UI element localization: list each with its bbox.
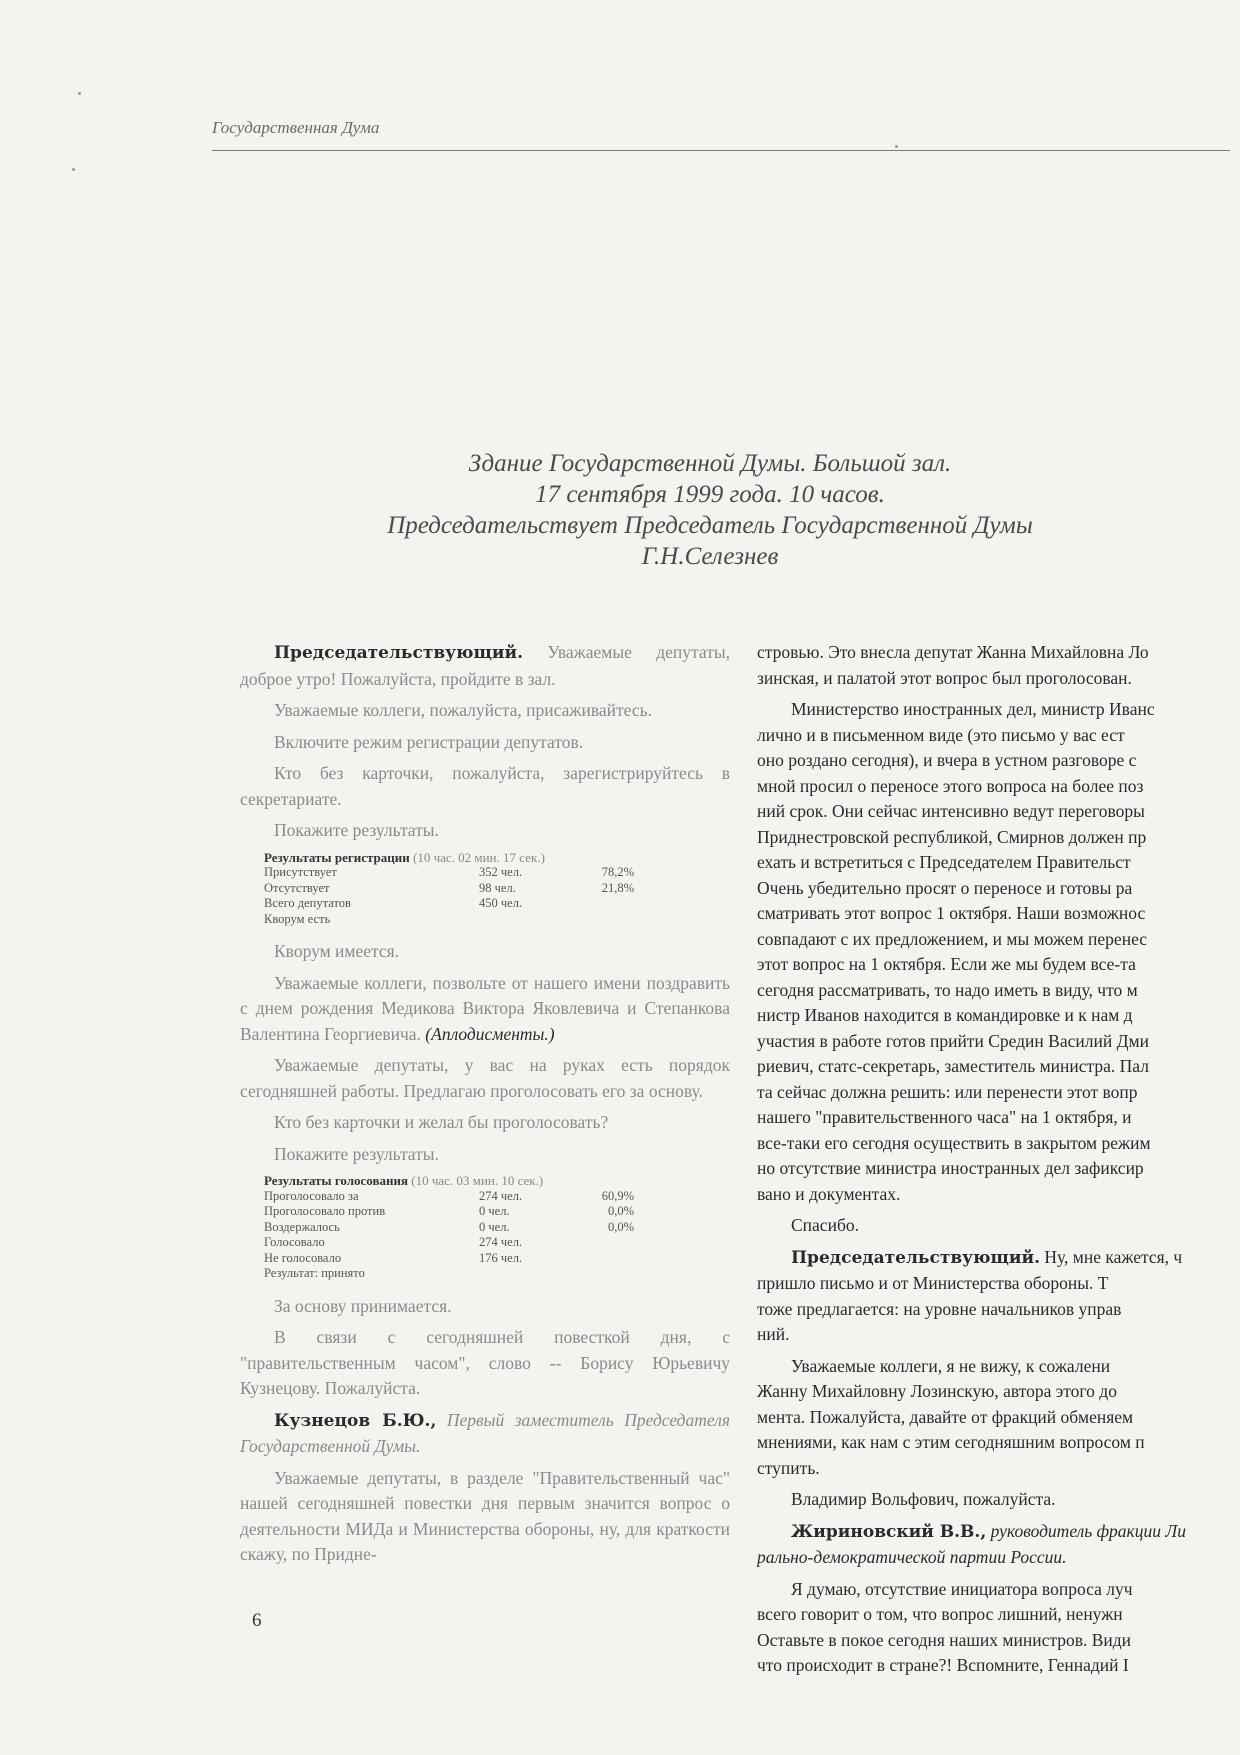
voting-time: (10 час. 03 мин. 10 сек.) xyxy=(411,1173,544,1188)
text-line: ехать и встретиться с Председателем Правительст xyxy=(757,852,1131,872)
paragraph: Кто без карточки и желал бы проголосовать? xyxy=(274,1112,609,1132)
paragraph: За основу принимается. xyxy=(274,1295,452,1316)
text-line: мента. Пожалуйста, давайте от фракций обменяем xyxy=(757,1406,1134,1427)
speech-text: Уважаемые депутаты, доброе утро! Пожалуйста, пройдите в зал. xyxy=(240,642,731,689)
text-line: Уважаемые коллеги, я не вижу, к сожалени xyxy=(791,1355,1111,1376)
paragraph: Владимир Вольфович, пожалуйста. xyxy=(791,1489,1056,1509)
text-line: мной просил о переносе этого вопроса на более поз xyxy=(757,775,1144,796)
paragraph xyxy=(240,971,730,1048)
paragraph xyxy=(757,1577,1237,1679)
text-line: всего говорит о том, что вопрос лишний, ненужн xyxy=(757,1604,1123,1624)
voting-title: Результаты голосования (10 час. 03 мин. 10 сек.) xyxy=(264,1173,544,1188)
result-row: Не голосовало 176 чел. xyxy=(264,1250,523,1265)
text-line: пришло письмо и от Министерства обороны. Т xyxy=(757,1273,1109,1293)
text-line: лично и в письменном виде (это письмо у вас ест xyxy=(757,724,1125,745)
text-line: сматривать этот вопрос 1 октября. Наши возможнос xyxy=(757,903,1146,923)
text-line: вано и документах. xyxy=(757,1183,901,1204)
paragraph: Уважаемые коллеги, пожалуйста, присаживайтесь. xyxy=(274,700,652,720)
paragraph xyxy=(240,640,730,692)
text-line: Очень убедительно просят о переносе и готовы ра xyxy=(757,877,1133,898)
result-row: Проголосовало против 0 чел. 0,0% xyxy=(264,1204,634,1218)
speech-text: Уважаемые коллеги, позвольте от нашего имени поздравить с днем рождения Медикова Виктора Яковлевича и Степанкова Валентина Георгиевича. xyxy=(240,972,730,1044)
text-line: мнениями, как нам с этим сегодняшним вопросом п xyxy=(757,1432,1145,1452)
text-line: этот вопрос на 1 октября. Если же мы будем все-та xyxy=(757,954,1136,974)
text-line: что происходит в стране?! Вспомните, Геннадий I xyxy=(757,1655,1129,1675)
registration-results xyxy=(264,850,730,928)
speaker-name: Жириновский В.В., xyxy=(791,1521,987,1542)
running-header: Государственная Дума xyxy=(212,118,380,137)
speaker-name: Председательствующий. xyxy=(274,643,524,663)
result-row: Отсутствует 98 чел. 21,8% xyxy=(264,880,634,895)
text-line: Я думаю, отсутствие инициатора вопроса луч xyxy=(791,1578,1133,1599)
text-line: ний. xyxy=(757,1324,790,1344)
text-line: все-таки его сегодня осуществить в закрытом режим xyxy=(757,1132,1151,1153)
paragraph: Кто без карточки, пожалуйста, зарегистрируйтесь в секретариате. xyxy=(240,763,730,809)
paragraph: Кворум имеется. xyxy=(274,941,400,961)
registration-title: Результаты регистрации (10 час. 02 мин. 17 сек.) xyxy=(264,849,545,865)
paragraph xyxy=(757,1354,1237,1482)
session-line: Здание Государственной Думы. Большой зал. xyxy=(468,450,952,477)
speaker-role: рально-демократической партии России. xyxy=(757,1547,1067,1567)
text-line: участия в работе готов прийти Средин Василий Дми xyxy=(757,1030,1149,1051)
session-line: Председательствует Председатель Государственной Думы xyxy=(387,512,1033,539)
paragraph xyxy=(240,1408,730,1460)
paragraph xyxy=(757,1519,1237,1571)
text-line: сегодня рассматривать, то надо иметь в виду, что м xyxy=(757,979,1138,1000)
page-number: 6 xyxy=(252,1610,262,1631)
text-line: риевич, статс-секретарь, заместитель министра. Пал xyxy=(757,1056,1149,1076)
session-line: Г.Н.Селезнев xyxy=(641,543,779,570)
result-row: Голосовало 274 чел. xyxy=(264,1235,523,1249)
text-line: оно роздано сегодня), и вчера в устном разговоре с xyxy=(757,750,1137,770)
speaker-role: Первый заместитель Председателя Государственной Думы. xyxy=(240,1409,730,1456)
paragraph xyxy=(757,640,1237,691)
text-line: нистр Иванов находится в командировке и к нам д xyxy=(757,1005,1133,1025)
paragraph: Спасибо. xyxy=(791,1215,859,1235)
text-line: Оставьте в покое сегодня наших министров. Види xyxy=(757,1629,1132,1650)
scan-speck xyxy=(72,168,75,171)
left-column xyxy=(240,640,730,1574)
paragraph: Уважаемые депутаты, у вас на руках есть порядок сегодняшней работы. Предлагаю проголосовать его за основу. xyxy=(240,1055,730,1101)
text-line: ний срок. Они сейчас интенсивно ведут переговоры xyxy=(757,801,1145,821)
text-line: нашего "правительственного часа" на 1 октября, и xyxy=(757,1107,1132,1127)
text-line: зинская, и палатой этот вопрос был проголосован. xyxy=(757,667,1132,688)
registration-time: (10 час. 02 мин. 17 сек.) xyxy=(413,849,545,865)
text-line: ступить. xyxy=(757,1457,820,1478)
paragraph xyxy=(757,697,1237,1207)
scan-speck xyxy=(78,92,81,95)
speaker-role: руководитель фракции Ли xyxy=(990,1520,1186,1541)
result-row: Всего депутатов 450 чел. xyxy=(264,896,523,910)
text-line: но отсутствие министра иностранных дел зафиксир xyxy=(757,1158,1144,1178)
text-line: та сейчас должна решить: или перенести этот вопр xyxy=(757,1081,1138,1102)
session-heading xyxy=(360,448,1060,572)
session-line: 17 сентября 1999 года. 10 часов. xyxy=(535,481,885,508)
text-line: Приднестровской республикой, Смирнов должен пр xyxy=(757,826,1147,847)
applause-note: (Аплодисменты.) xyxy=(425,1023,555,1044)
text-line: Министерство иностранных дел, министр Иванс xyxy=(791,699,1155,719)
paragraph: Включите режим регистрации депутатов. xyxy=(274,731,584,752)
right-column xyxy=(757,640,1237,1700)
text-line: стровью. Это внесла депутат Жанна Михайловна Ло xyxy=(757,642,1149,662)
result-row: Воздержалось 0 чел. 0,0% xyxy=(264,1219,634,1234)
voting-results xyxy=(264,1173,730,1282)
paragraph: В связи с сегодняшней повесткой дня, с "правительственным часом", слово -- Борису Юрьевичу Кузнецову. Пожалуйста. xyxy=(240,1327,730,1398)
speaker-name: Председательствующий. xyxy=(791,1247,1041,1268)
paragraph xyxy=(757,1245,1237,1348)
paragraph: Покажите результаты. xyxy=(274,820,439,840)
scan-speck xyxy=(895,145,898,148)
result-row: Проголосовало за 274 чел. 60,9% xyxy=(264,1188,634,1203)
result-row: Результат: принято xyxy=(264,1266,365,1280)
header-rule xyxy=(212,150,1230,151)
paragraph: Покажите результаты. xyxy=(274,1143,439,1164)
text-line: тоже предлагается: на уровне начальников управ xyxy=(757,1298,1122,1319)
result-row: Присутствует 352 чел. 78,2% xyxy=(264,865,634,879)
text-line: Ну, мне кажется, ч xyxy=(1044,1246,1183,1267)
paragraph: Уважаемые депутаты, в разделе "Правительственный час" нашей сегодняшней повестки дня первым значится вопрос о деятельности МИДа и Министерства обороны, ну, для краткости скажу, по Придне- xyxy=(240,1467,730,1564)
speaker-name: Кузнецов Б.Ю., xyxy=(274,1410,437,1431)
text-line: Жанну Михайловну Лозинскую, автора этого до xyxy=(757,1381,1117,1401)
result-row: Кворум есть xyxy=(264,911,331,926)
text-line: совпадают с их предложением, и мы можем перенес xyxy=(757,928,1148,949)
